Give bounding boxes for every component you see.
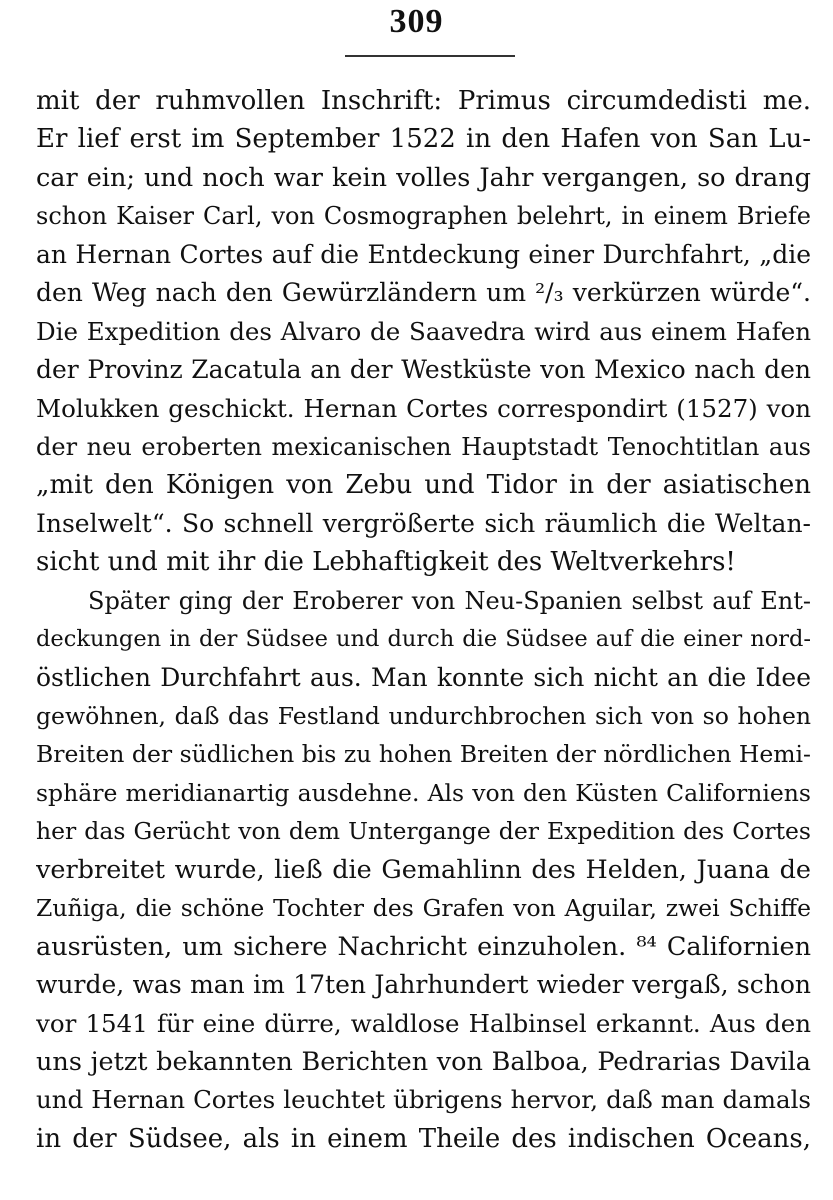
header-rule: [345, 55, 515, 57]
text-line: „mit den Königen von Zebu und Tidor in der asiatischen: [36, 470, 811, 501]
text-line: gewöhnen, daß das Festland undurchbrochen sich von so hohen: [36, 702, 811, 730]
text-line: der Provinz Zacatula an der Westküste von Mexico nach den: [36, 355, 811, 385]
text-line: Inselwelt“. So schnell vergrößerte sich räumlich die Weltan-: [36, 508, 811, 538]
text-line: Später ging der Eroberer von Neu-Spanien selbst auf Ent-: [88, 586, 811, 615]
text-line: der neu eroberten mexicanischen Hauptstadt Tenochtitlan aus: [36, 432, 811, 461]
text-line: Er lief erst im September 1522 in den Hafen von San Lu-: [36, 124, 811, 155]
text-line: uns jetzt bekannten Berichten von Balboa, Pedrarias Davila: [36, 1046, 811, 1077]
text-line: vor 1541 für eine dürre, waldlose Halbinsel erkannt. Aus den: [36, 1008, 811, 1038]
text-line: her das Gerücht von dem Untergange der Expedition des Cortes: [36, 817, 811, 846]
text-line: verbreitet wurde, ließ die Gemahlinn des Helden, Juana de: [36, 854, 811, 885]
text-line: car ein; und noch war kein volles Jahr vergangen, so drang: [36, 162, 811, 193]
text-line: Breiten der südlichen bis zu hohen Breiten der nördlichen Hemi-: [36, 740, 811, 769]
text-line: deckungen in der Südsee und durch die Südsee auf die einer nord-: [36, 626, 811, 653]
text-line: Die Expedition des Alvaro de Saavedra wird aus einem Hafen: [36, 316, 811, 346]
text-line: Zuñiga, die schöne Tochter des Grafen von Aguilar, zwei Schiffe: [36, 894, 811, 923]
text-line: an Hernan Cortes auf die Entdeckung einer Durchfahrt, „die: [36, 239, 811, 269]
text-line: in der Südsee, als in einem Theile des indischen Oceans,: [36, 1123, 811, 1154]
body-text: [36, 82, 811, 1158]
text-line: Molukken geschickt. Hernan Cortes correspondirt (1527) von: [36, 393, 811, 423]
text-line: schon Kaiser Carl, von Cosmographen belehrt, in einem Briefe: [36, 202, 811, 231]
page-number: 309: [389, 3, 444, 40]
text-line: ausrüsten, um sichere Nachricht einzuholen. ⁸⁴ Californien: [36, 931, 811, 962]
text-line: östlichen Durchfahrt aus. Man konnte sich nicht an die Idee: [36, 662, 811, 692]
text-line: den Weg nach den Gewürzländern um ²/₃ verkürzen würde“.: [36, 278, 811, 308]
text-line: mit der ruhmvollen Inschrift: Primus circumdedisti me.: [36, 86, 811, 116]
text-line: sphäre meridianartig ausdehne. Als von den Küsten Californiens: [36, 778, 811, 807]
text-line: sicht und mit ihr die Lebhaftigkeit des Weltverkehrs!: [36, 547, 736, 578]
text-line: wurde, was man im 17ten Jahrhundert wieder vergaß, schon: [36, 970, 811, 1000]
text-line: und Hernan Cortes leuchtet übrigens hervor, daß man damals: [36, 1085, 811, 1115]
